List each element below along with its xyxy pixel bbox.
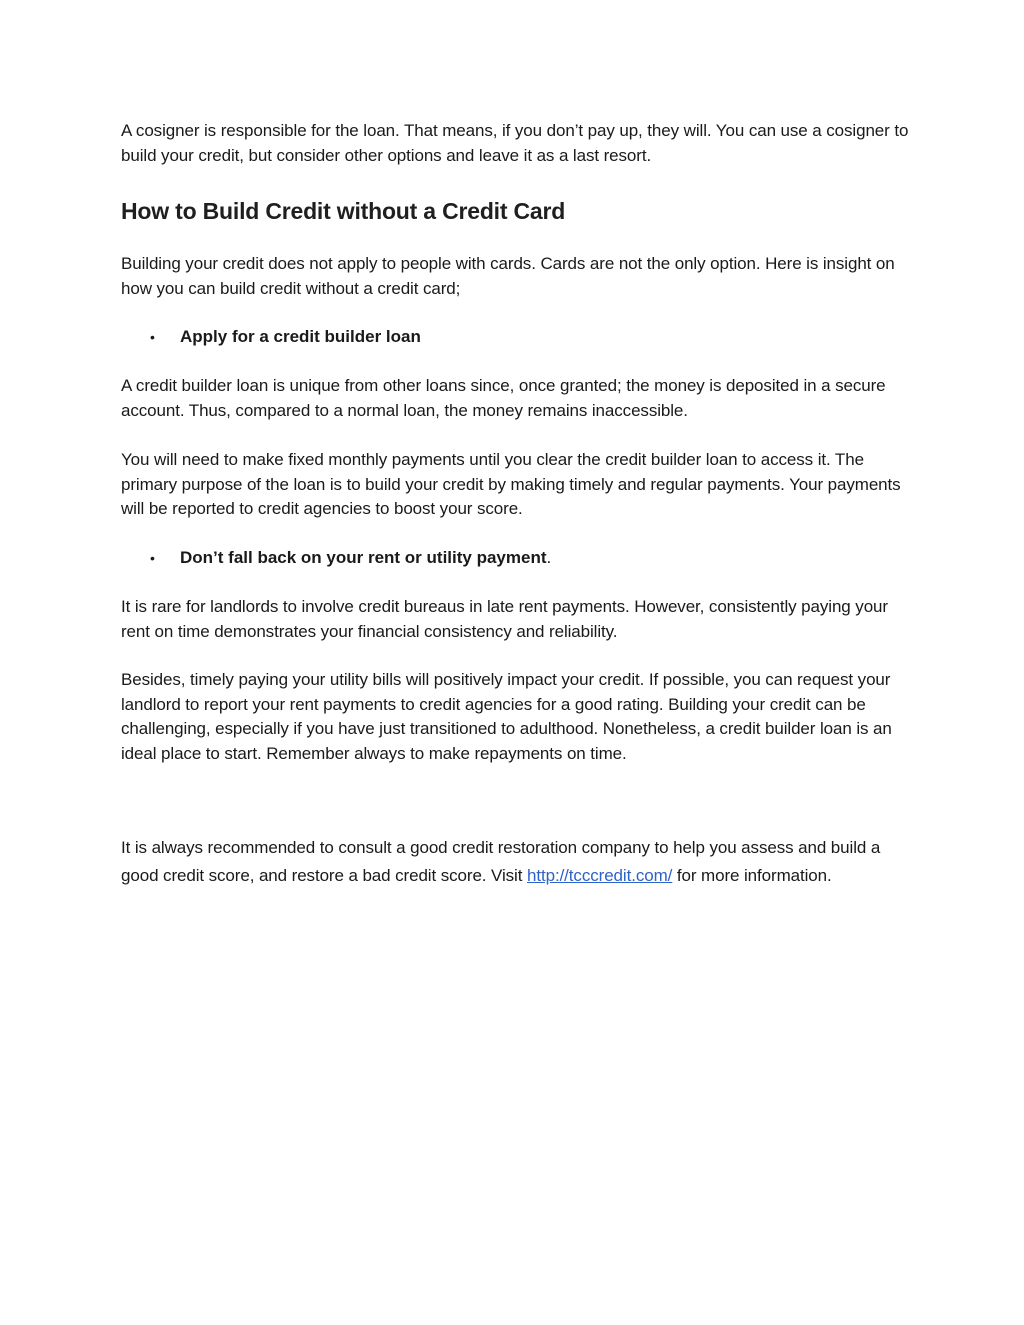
- tcccredit-link[interactable]: http://tcccredit.com/: [526, 866, 673, 885]
- recommendation-text: It is always recommended to consult a good credit restoration company to help you assess and build a good credit score, and restore a bad credit score. Visit: [121, 838, 881, 885]
- bullet-label: Don’t fall back on your rent or utility payment: [180, 548, 547, 567]
- paragraph-cosigner: A cosigner is responsible for the loan. That means, if you don’t pay up, they will. You can use a cosigner to build your credit, but consider other options and leave it as a last resort.: [121, 121, 909, 165]
- bullet-punctuation: .: [546, 548, 552, 567]
- paragraph-credit-builder-loan: A credit builder loan is unique from other loans since, once granted; the money is deposited in a secure account. Thus, compared to a normal loan, the money remains inaccessible.: [121, 376, 886, 420]
- bullet-item-rent-utility: [121, 546, 551, 570]
- paragraph-monthly-payments: You will need to make fixed monthly payments until you clear the credit builder loan to access it. The primary purpose of the loan is to build your credit by making timely and regular payments. Your payments will be reported to credit agencies to boost your score.: [121, 450, 901, 518]
- heading-wrapper: [121, 198, 565, 225]
- bullet-icon: •: [150, 550, 155, 566]
- paragraph-recommendation: [121, 834, 911, 890]
- bullet-label: Apply for a credit builder loan: [180, 327, 421, 346]
- paragraph-landlords: It is rare for landlords to involve credit bureaus in late rent payments. However, consistently paying your rent on time demonstrates your financial consistency and reliability.: [121, 597, 888, 641]
- bullet-item-credit-builder-loan: [121, 325, 421, 349]
- document-body: [121, 119, 911, 885]
- paragraph-intro: Building your credit does not apply to people with cards. Cards are not the only option. Here is insight on how you can build credit without a credit card;: [121, 254, 895, 298]
- section-heading: How to Build Credit without a Credit Card: [121, 198, 566, 224]
- bullet-icon: •: [150, 329, 155, 345]
- paragraph-utility-bills: Besides, timely paying your utility bills will positively impact your credit. If possible, you can request your landlord to report your rent payments to credit agencies for a good rating. Building your credit can be challenging, especially if you have just transitioned to adulthood. Nonetheless, a credit builder loan is an ideal place to start. Remember always to make repayments on time.: [121, 670, 892, 763]
- recommendation-text-end: for more information.: [672, 866, 832, 885]
